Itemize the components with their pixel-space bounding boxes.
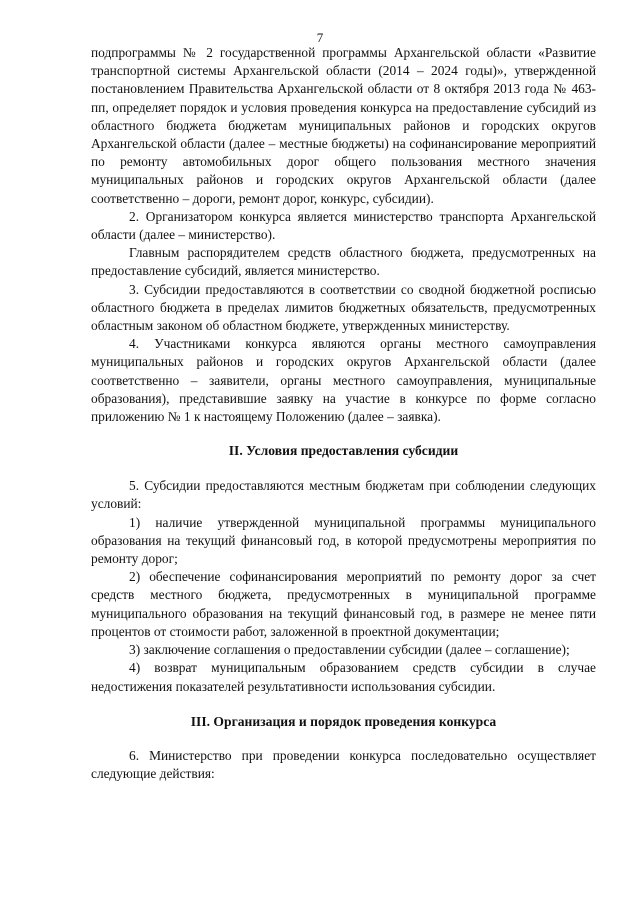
condition-item-3: 3) заключение соглашения о предоставлении субсидии (далее – соглашение); [129,642,570,658]
condition-item-2: 2) обеспечение софинансирования мероприятий по ремонту дорог за счет средств местного бюджета, предусмотренных в муниципальной программе муниципального образования на текущий финансовый год, в размере не менее пяти процентов от стоимости работ, заложенной в проектной документации; [91,569,596,639]
paragraph-2-organizer: 2. Организатором конкурса является министерство транспорта Архангельской области (далее – министерство). [91,208,596,243]
page-number: 7 [316,30,324,45]
paragraph-5-conditions: 5. Субсидии предоставляются местным бюджетам при соблюдении следующих условий: [91,478,596,512]
section-heading-conditions: II. Условия предоставления субсидии [228,443,459,459]
paragraph-intro-continuation: подпрограммы № 2 государственной программы Архангельской области «Развитие транспортной системы Архангельской области (2014 – 2024 годы)», утвержденной постановлением Правительства Архангельской области от 8 октября 2013 года № 463-пп, определяет порядок и условия проведения конкурса на предоставление субсидий из областного бюджета бюджетам муниципальных районов и городских округов Архангельской области (далее – местные бюджеты) на софинансирование мероприятий по ремонту автомобильных дорог общего пользования местного значения муниципальных районов и городских округов Архангельской области (далее соответственно – дороги, ремонт дорог, конкурс, субсидии). [91,45,596,206]
condition-item-4: 4) возврат муниципальным образованием средств субсидии в случае недостижения показателей результативности использования субсидии. [91,660,596,694]
condition-item-1: 1) наличие утвержденной муниципальной программы муниципального образования на текущий финансовый год, в которой предусмотрены мероприятия по ремонту дорог; [91,514,596,567]
paragraph-3-budget: 3. Субсидии предоставляются в соответствии со сводной бюджетной росписью областного бюджета в пределах лимитов бюджетных обязательств, предусмотренных областным законом об областном бюджете, утвержденных министерству. [91,281,596,334]
paragraph-main-manager: Главным распорядителем средств областного бюджета, предусмотренных на предоставление субсидий, является министерство. [91,245,596,279]
paragraph-6-actions: 6. Министерство при проведении конкурса последовательно осуществляет следующие действия: [91,747,596,781]
paragraph-4-participants: 4. Участниками конкурса являются органы местного самоуправления муниципальных районов и городских округов Архангельской области (далее соответственно – заявители, органы местного самоуправления, муниципальные образования), представившие заявку на участие в конкурсе по форме согласно приложению № 1 к настоящему Положению (далее – заявка). [91,336,596,425]
document-body [91,44,596,783]
section-heading-organization: III. Организация и порядок проведения конкурса [190,713,497,729]
